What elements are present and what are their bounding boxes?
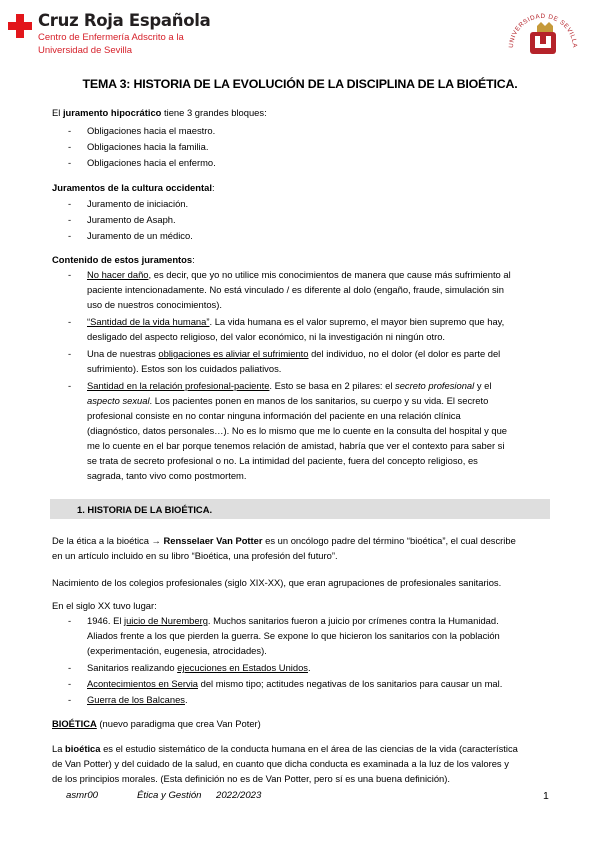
list-item: Juramento de un médico. [87, 230, 193, 241]
bullet-dash: - [68, 125, 72, 136]
list-item-nuremberg: 1946. El juicio de Nuremberg. Muchos sanitarios fueron a juicio por crímenes contra la Humanidad. Aliados frente a los que pierden la guerra. Se expone lo que hicieron los sanitarios con la población (experimentación, eugenesia, atrocidades). [87, 615, 500, 656]
bullet-dash: - [68, 694, 72, 705]
list-item-ejecuciones: Sanitarios realizando ejecuciones en Estados Unidos. [87, 662, 311, 673]
bullet-dash: - [68, 141, 72, 152]
list-item: Obligaciones hacia el maestro. [87, 125, 216, 136]
bullet-dash: - [68, 615, 72, 626]
org-sub-line1: Centro de Enfermería Adscrito a la [38, 32, 184, 43]
list-item-relacion-profesional: Santidad en la relación profesional-paciente. Esto se basa en 2 pilares: el secreto profesional y el aspecto sexual. Los pacientes ponen en manos de los sanitarios, su cuerpo y su vida. El secreto profesional consiste en no contar ninguna información del paciente en una relación clínica (diagnóstico, datos personales…). No es lo mismo que me lo cuente en la consulta del hospital y que me lo cuente en el bar porque tenemos relación de amistad, habría que ver el contexto para saber si se trata de secreto profesional o no. La intimidad del paciente, fuera del concepto religioso, es sagrada, tanto vivo como postmortem. [87, 380, 508, 481]
para-bioetica-definicion: La bioética es el estudio sistemático de la conducta humana en el área de las ciencias de la vida (característica de Van Potter) y del cuidado de la salud, en cuanto que dicha conducta es examinada a la luz de los valores y de los principios morales. (Esta definición no es de Van Potter, pero sí es una buena definición). [52, 743, 518, 784]
list-item-santidad-vida: “Santidad de la vida humana”. La vida humana es el valor supremo, el mayor bien supremo que hay, desligado del aspecto religioso, del valor económico, ni la investigación ni ningún otro. [87, 316, 505, 342]
block3-intro: Contenido de estos juramentos: [52, 254, 195, 265]
list-item: Obligaciones hacia el enfermo. [87, 157, 216, 168]
footer-author: asmr00 [66, 790, 98, 801]
bullet-dash: - [68, 348, 72, 359]
bullet-dash: - [68, 198, 72, 209]
bullet-dash: - [68, 214, 72, 225]
org-block [38, 12, 210, 56]
juramento-hipocratico: juramento hipocrático [62, 107, 162, 118]
bullet-dash: - [68, 316, 72, 327]
list-item-servia: Acontecimientos en Servia del mismo tipo; actitudes negativas de los sanitarios para causar un mal. [87, 678, 503, 689]
us-seal-text: UNIVERSIDAD DE SEVILLA [507, 12, 579, 49]
footer-year: 2022/2023 [216, 790, 262, 801]
para-siglo-xx-intro: En el siglo XX tuvo lugar: [52, 600, 157, 611]
bullet-dash: - [68, 380, 72, 391]
list-item-no-hacer-dano: No hacer daño, es decir, que yo no utilice mis conocimientos de manera que cause más sufrimiento al paciente intencionadamente. No está vinculado / es diferente al dolo (engaño, fraude, simulación sin uso de nuestros conocimientos). [87, 269, 511, 310]
page-title: TEMA 3: HISTORIA DE LA EVOLUCIÓN DE LA DISCIPLINA DE LA BIOÉTICA. [82, 77, 518, 91]
list-item-balcanes: Guerra de los Balcanes. [87, 694, 188, 705]
para-van-potter: De la ética a la bioética → Rensselaer Van Potter es un oncólogo padre del término “bioética”, el cual describe en un artículo incluido en su libro “Bioética, una profesión del futuro”. [52, 535, 516, 561]
block1-intro: El juramento hipocrático tiene 3 grandes bloques: [52, 107, 267, 118]
list-item: Juramento de iniciación. [87, 198, 189, 209]
footer-subject: Ética y Gestión [137, 790, 202, 801]
page-number: 1 [543, 790, 549, 802]
list-item: Obligaciones hacia la familia. [87, 141, 209, 152]
red-cross-icon [8, 14, 32, 38]
section-heading: 1. HISTORIA DE LA BIOÉTICA. [77, 504, 213, 515]
us-shield-icon [530, 22, 556, 54]
list-item: Juramento de Asaph. [87, 214, 176, 225]
org-sub-line2: Universidad de Sevilla [38, 45, 132, 56]
bullet-dash: - [68, 678, 72, 689]
universidad-sevilla-logo [504, 6, 582, 62]
page-header [0, 0, 600, 66]
bullet-dash: - [68, 662, 72, 673]
block2-intro: Juramentos de la cultura occidental: [52, 182, 215, 193]
bullet-dash: - [68, 230, 72, 241]
para-colegios: Nacimiento de los colegios profesionales (siglo XIX-XX), que eran agrupaciones de profesionales sanitarios. [52, 577, 502, 588]
bullet-dash: - [68, 269, 72, 280]
cruz-roja-logo [8, 12, 210, 56]
list-item-aliviar: Una de nuestras obligaciones es aliviar el sufrimiento del individuo, no el dolor (el dolor es parte del sufrimiento). Estos son los cuidados paliativos. [87, 348, 501, 374]
bioetica-heading: BIOÉTICA (nuevo paradigma que crea Van Poter) [52, 718, 261, 729]
org-name: Cruz Roja Española [38, 11, 211, 30]
bullet-dash: - [68, 157, 72, 168]
